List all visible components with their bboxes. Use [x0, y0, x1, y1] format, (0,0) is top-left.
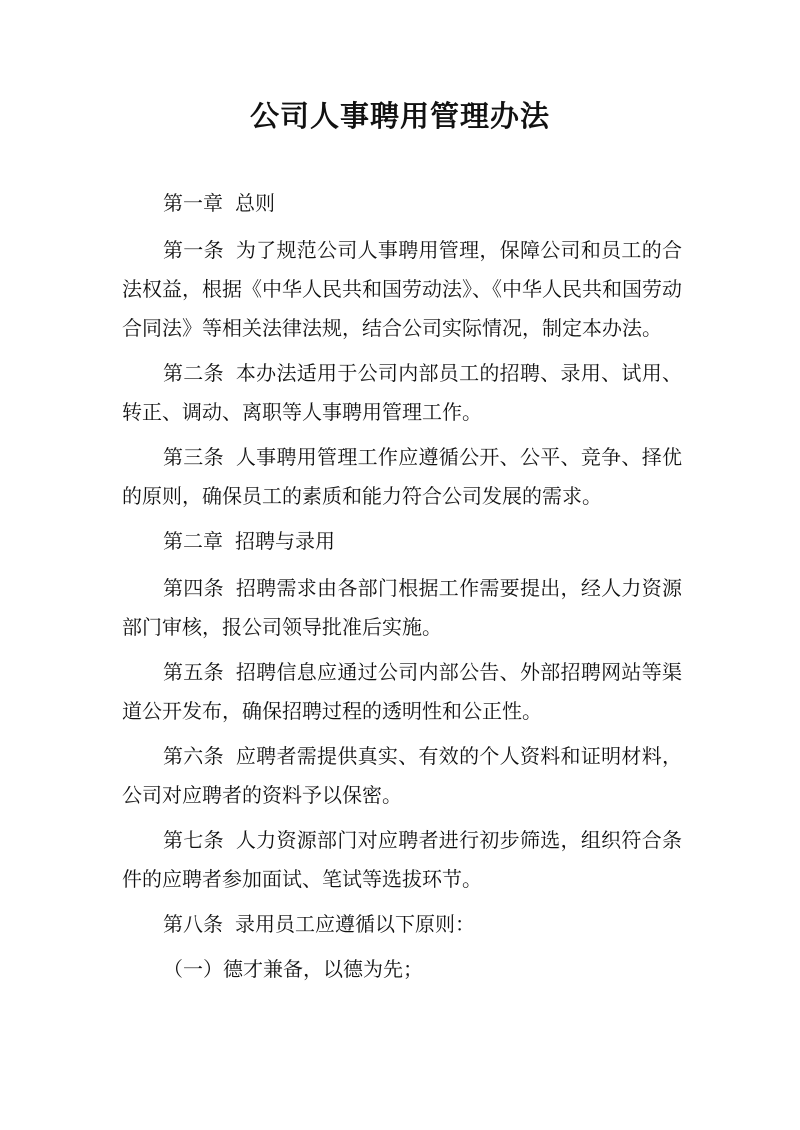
- article-paragraph: [122, 438, 682, 516]
- article-text: 招聘信息应通过公司内部公告、外部招聘网站等渠道公开发布，确保招聘过程的透明性和公正性。: [122, 660, 682, 723]
- article-label: 第二条: [163, 361, 224, 385]
- article-paragraph: [122, 821, 682, 899]
- article-label: 第一条: [163, 238, 224, 262]
- chapter-title: 招聘与录用: [235, 529, 335, 553]
- article-label: 第八条: [163, 912, 223, 936]
- article-label: 第七条: [163, 828, 224, 852]
- chapter-heading: [122, 184, 682, 223]
- article-text: 本办法适用于公司内部员工的招聘、录用、试用、转正、调动、离职等人事聘用管理工作。: [122, 361, 682, 424]
- article-label: 第四条: [163, 576, 224, 600]
- article-paragraph: [122, 354, 682, 432]
- chapter-heading: [122, 522, 682, 561]
- article-paragraph: [122, 905, 682, 944]
- document-body: [122, 184, 682, 995]
- article-text: 招聘需求由各部门根据工作需要提出，经人力资源部门审核，报公司领导批准后实施。: [122, 576, 682, 639]
- chapter-title: 总则: [235, 191, 275, 215]
- article-text: 为了规范公司人事聘用管理，保障公司和员工的合法权益，根据《中华人民共和国劳动法》、《中华人民共和国劳动合同法》等相关法律法规，结合公司实际情况，制定本办法。: [122, 238, 682, 340]
- article-paragraph: [122, 231, 682, 348]
- article-label: 第六条: [163, 744, 224, 768]
- document-title: 公司人事聘用管理办法: [249, 99, 550, 133]
- article-paragraph: [122, 569, 682, 647]
- chapter-label: 第二章: [163, 529, 223, 553]
- article-label: 第三条: [163, 445, 224, 469]
- article-paragraph: [122, 737, 682, 815]
- list-item-paragraph: [122, 950, 682, 989]
- article-text: 应聘者需提供真实、有效的个人资料和证明材料，公司对应聘者的资料予以保密。: [122, 744, 682, 807]
- article-text: 录用员工应遵循以下原则：: [235, 912, 475, 936]
- article-label: 第五条: [163, 660, 224, 684]
- list-item-text: （一）德才兼备，以德为先；: [163, 957, 423, 981]
- article-text: 人力资源部门对应聘者进行初步筛选，组织符合条件的应聘者参加面试、笔试等选拔环节。: [122, 828, 682, 891]
- article-paragraph: [122, 653, 682, 731]
- article-text: 人事聘用管理工作应遵循公开、公平、竞争、择优的原则，确保员工的素质和能力符合公司发展的需求。: [122, 445, 682, 508]
- chapter-label: 第一章: [163, 191, 223, 215]
